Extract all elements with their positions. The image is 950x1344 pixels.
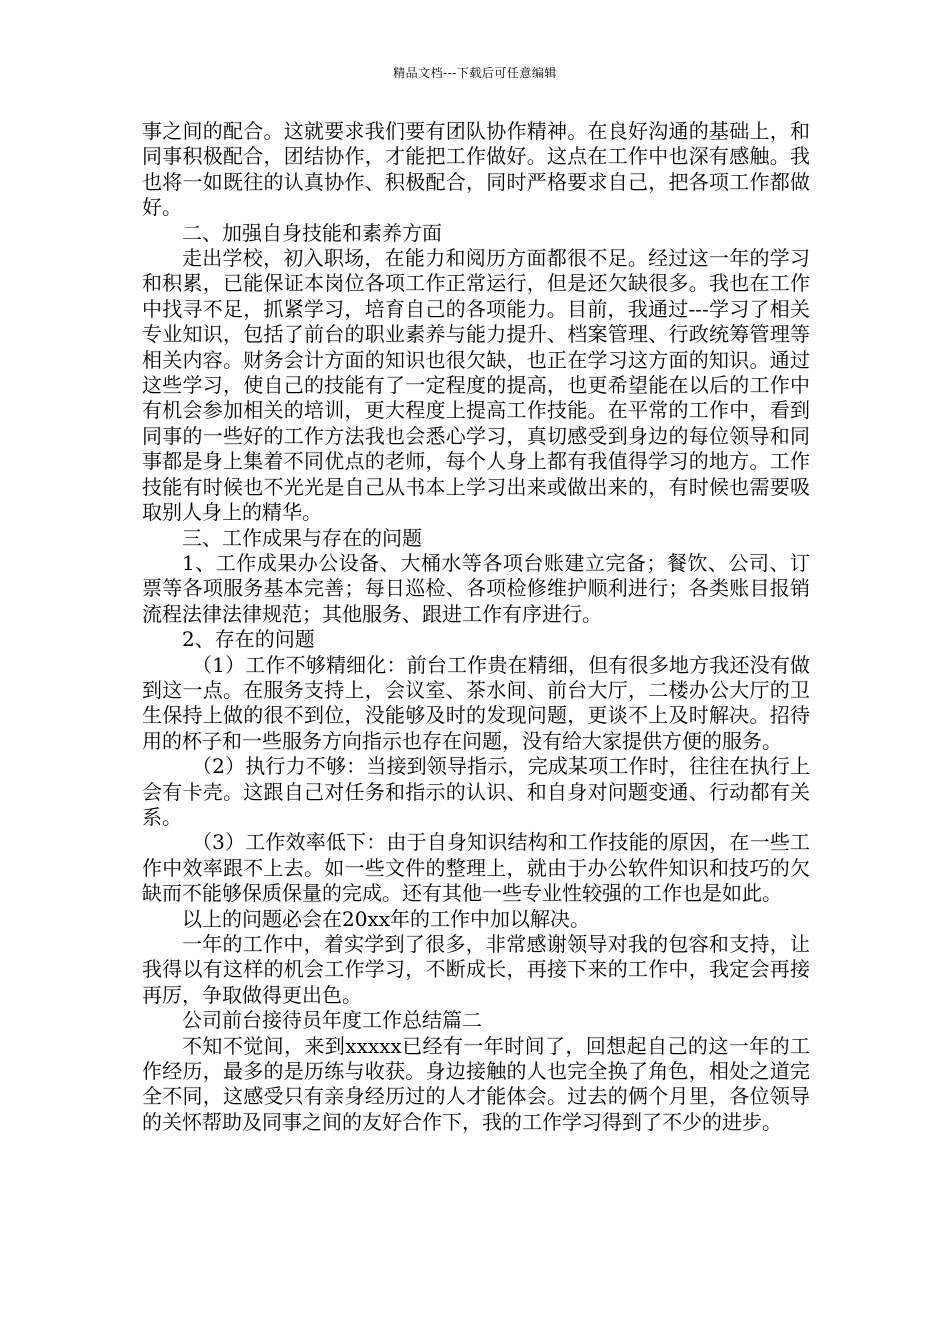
paragraph-problem-2: （2）执行力不够：当接到领导指示，完成某项工作时，往往在执行上会有卡壳。这跟自己对任务和指示的认识、和自身对问题变通、行动都有关系。 — [142, 754, 810, 829]
paragraph-teamwork-continued: 事之间的配合。这就要求我们要有团队协作精神。在良好沟通的基础上，和同事积极配合，团结协作，才能把工作做好。这点在工作中也深有感触。我也将一如既往的认真协作、积极配合，同时严格要求自己，把各项工作都做好。 — [142, 119, 810, 220]
section-heading-skills: 二、加强自身技能和素养方面 — [182, 220, 442, 245]
paragraph-problem-3: （3）工作效率低下：由于自身知识结构和工作技能的原因，在一些工作中效率跟不上去。如一些文件的整理上，就由于办公软件知识和技巧的欠缺而不能够保质保量的完成。还有其他一些专业性较强的工作也是如此。 — [142, 830, 810, 906]
paragraph-skills: 走出学校，初入职场，在能力和阅历方面都很不足。经过这一年的学习和积累，已能保证本岗位各项工作正常运行，但是还欠缺很多。我也在工作中找寻不足，抓紧学习，培育自己的各项能力。目前，我通过---学习了相关专业知识，包括了前台的职业素养与能力提升、档案管理、行政统筹管理等相关内容。财务会计方面的知识也很欠缺，也正在学习这方面的知识。通过这些学习，使自己的技能有了一定程度的提高，也更希望能在以后的工作中有机会参加相关的培训，更大程度上提高工作技能。在平常的工作中，看到同事的一些好的工作方法我也会悉心学习，真切感受到身边的每位领导和同事都是身上集着不同优点的老师，每个人身上都有我值得学习的地方。工作技能有时候也不光光是自己从书本上学习出来或做出来的，有时候也需要吸取别人身上的精华。 — [142, 246, 810, 525]
page-header: 精品文档---下载后可任意编辑 — [393, 66, 557, 80]
paragraph-resolution: 以上的问题必会在20xx年的工作中加以解决。 — [182, 906, 591, 931]
document-body — [142, 119, 810, 1135]
section-heading-part-two: 公司前台接待员年度工作总结篇二 — [182, 1008, 482, 1033]
section-heading-results: 三、工作成果与存在的问题 — [182, 525, 422, 550]
paragraph-problem-1: （1）工作不够精细化：前台工作贵在精细，但有很多地方我还没有做到这一点。在服务支持上，会议室、茶水间、前台大厅，二楼办公大厅的卫生保持上做的很不到位，没能够及时的发现问题，更谈不上及时解决。招待用的杯子和一些服务方向指示也存在问题，没有给大家提供方便的服务。 — [142, 652, 810, 753]
paragraph-results: 1、工作成果办公设备、大桶水等各项台账建立完备；餐饮、公司、订票等各项服务基本完善；每日巡检、各项检修维护顺利进行；各类账目报销流程法律法律规范；其他服务、跟进工作有序进行。 — [142, 550, 810, 626]
paragraph-part-two-intro: 不知不觉间，来到xxxxx已经有一年时间了，回想起自己的这一年的工作经历，最多的是历练与收获。身边接触的人也完全换了角色，相处之道完全不同，这感受只有亲身经历过的人才能体会。过去的俩个月里，各位领导的关怀帮助及同事之间的友好合作下，我的工作学习得到了不少的进步。 — [142, 1033, 810, 1134]
paragraph-thanks: 一年的工作中，着实学到了很多，非常感谢领导对我的包容和支持，让我得以有这样的机会工作学习，不断成长，再接下来的工作中，我定会再接再厉，争取做得更出色。 — [142, 932, 810, 1007]
subheading-problems: 2、存在的问题 — [182, 627, 315, 652]
